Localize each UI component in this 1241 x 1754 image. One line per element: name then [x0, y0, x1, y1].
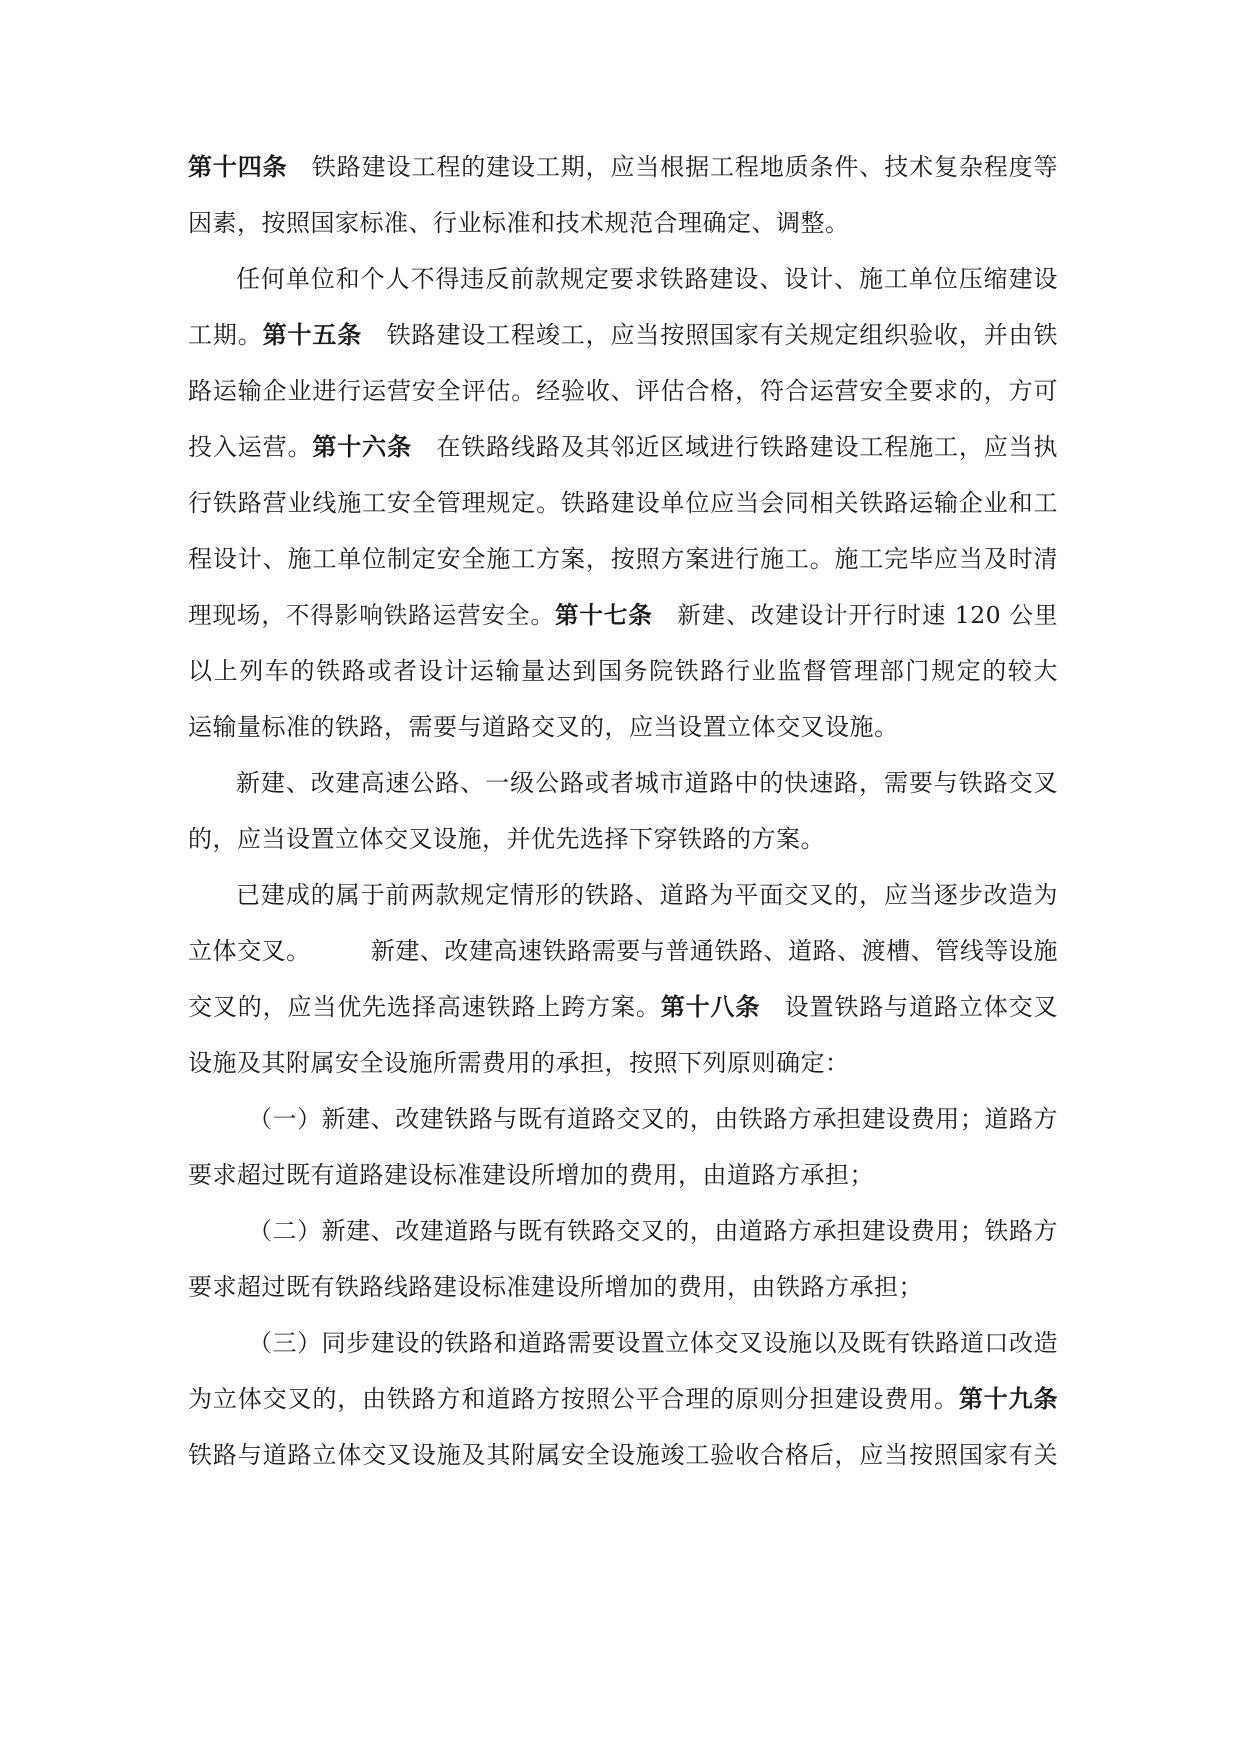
line-text: 为立体交叉的，由铁路方和道路方按照公平合理的原则分担建设费用。 — [188, 1385, 959, 1413]
text-line — [188, 602, 1058, 628]
line-text: 要求超过既有铁路线路建设标准建设所增加的费用，由铁路方承担； — [188, 1273, 923, 1301]
line-text: 已建成的属于前两款规定情形的铁路、道路为平面交叉的，应当逐步改造为 — [236, 881, 1058, 909]
line-text: 设施及其附属安全设施所需费用的承担，按照下列原则确定： — [188, 1049, 850, 1077]
text-line — [188, 1218, 1058, 1244]
line-text: 立体交叉。 — [188, 937, 311, 965]
line-text: 交叉的，应当优先选择高速铁路上跨方案。 — [188, 993, 661, 1021]
text-line — [188, 154, 1058, 180]
article-heading: 第十五条 — [262, 321, 363, 349]
article-heading: 第十九条 — [958, 1385, 1059, 1413]
text-line — [188, 1106, 1058, 1132]
article-heading: 第十四条 — [188, 153, 288, 181]
line-text: 要求超过既有道路建设标准建设所增加的费用，由道路方承担； — [188, 1161, 874, 1189]
text-line — [188, 714, 1058, 740]
text-line — [188, 1162, 1058, 1188]
line-text: 在铁路线路及其邻近区域进行铁路建设工程施工，应当执 — [435, 433, 1059, 461]
line-text: 运输量标准的铁路，需要与道路交叉的，应当设置立体交叉设施。 — [188, 713, 899, 741]
article-heading: 第十八条 — [660, 993, 761, 1021]
text-line — [188, 826, 1058, 852]
line-text: 投入运营。 — [188, 433, 313, 461]
line-text: 以上列车的铁路或者设计运输量达到国务院铁路行业监督管理部门规定的较大 — [188, 657, 1058, 685]
text-line — [188, 658, 1058, 684]
line-text: 任何单位和个人不得违反前款规定要求铁路建设、设计、施工单位压缩建设 — [236, 265, 1058, 293]
text-line — [188, 546, 1058, 572]
line-text: （一）新建、改建铁路与既有道路交叉的，由铁路方承担建设费用；道路方 — [248, 1105, 1058, 1133]
text-line — [188, 1330, 1058, 1356]
text-line — [188, 434, 1058, 460]
text-line — [188, 490, 1058, 516]
line-text: 行铁路营业线施工安全管理规定。铁路建设单位应当会同相关铁路运输企业和工 — [188, 489, 1058, 517]
line-text: 因素，按照国家标准、行业标准和技术规范合理确定、调整。 — [188, 209, 850, 237]
text-line — [188, 1274, 1058, 1300]
text-line — [188, 1442, 1058, 1468]
line-text: 理现场，不得影响铁路运营安全。 — [188, 601, 555, 629]
line-text: 路运输企业进行运营安全评估。经验收、评估合格，符合运营安全要求的，方可 — [188, 377, 1058, 405]
line-text: 工期。 — [188, 321, 263, 349]
article-heading: 第十七条 — [554, 601, 653, 629]
line-text: 新建、改建设计开行时速 120 公里 — [676, 601, 1059, 629]
line-text: 新建、改建高速铁路需要与普通铁路、道路、渡槽、管线等设施 — [370, 937, 1059, 965]
line-text: 新建、改建高速公路、一级公路或者城市道路中的快速路，需要与铁路交叉 — [236, 769, 1058, 797]
line-text: 的，应当设置立体交叉设施，并优先选择下穿铁路的方案。 — [188, 825, 825, 853]
line-text: 设置铁路与道路立体交叉 — [784, 993, 1059, 1021]
text-line — [188, 882, 1058, 908]
document-page — [188, 154, 1058, 1498]
line-text: 铁路建设工程竣工，应当按照国家有关规定组织验收，并由铁 — [386, 321, 1059, 349]
text-line — [188, 770, 1058, 796]
text-line — [188, 210, 1058, 236]
text-line — [188, 1386, 1058, 1412]
line-text: 铁路建设工程的建设工期，应当根据工程地质条件、技术复杂程度等 — [311, 153, 1058, 181]
line-text: 程设计、施工单位制定安全施工方案，按照方案进行施工。施工完毕应当及时清 — [188, 545, 1058, 573]
text-line — [188, 1050, 1058, 1076]
article-heading: 第十六条 — [312, 433, 412, 461]
line-text: 铁路与道路立体交叉设施及其附属安全设施竣工验收合格后，应当按照国家有关 — [188, 1441, 1058, 1469]
text-line — [188, 322, 1058, 348]
text-line — [188, 266, 1058, 292]
text-line — [188, 994, 1058, 1020]
text-line — [188, 378, 1058, 404]
line-text: （二）新建、改建道路与既有铁路交叉的，由道路方承担建设费用；铁路方 — [248, 1217, 1058, 1245]
line-text: （三）同步建设的铁路和道路需要设置立体交叉设施以及既有铁路道口改造 — [248, 1329, 1058, 1357]
text-line — [188, 938, 1058, 964]
